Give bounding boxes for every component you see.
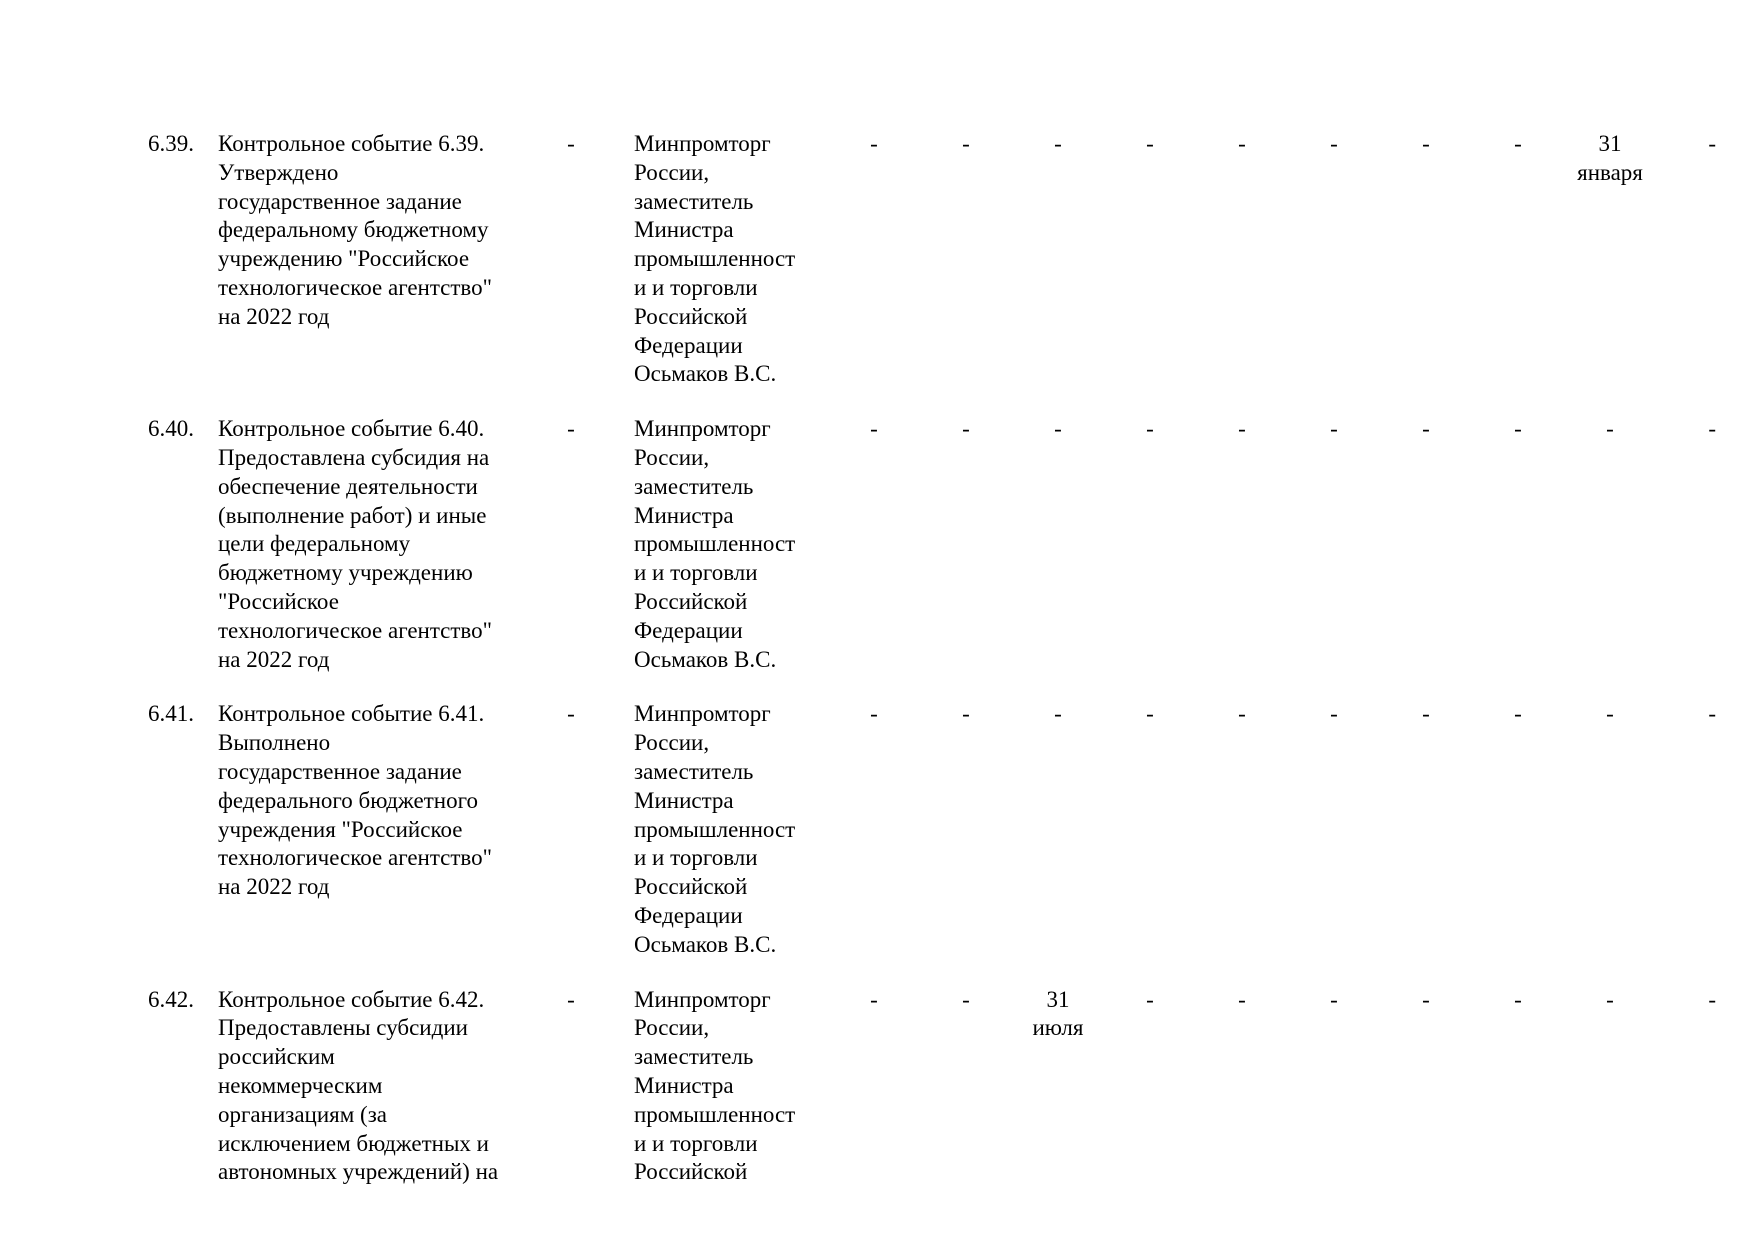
table-cell: - bbox=[1054, 416, 1062, 442]
table-cell: - bbox=[1238, 701, 1246, 727]
event-description: Контрольное событие 6.39. Утверждено государственное задание федеральному бюджетному учреждению "Российское технологическое агентство" на 2022 год bbox=[218, 131, 493, 329]
row-number: 6.40. bbox=[148, 416, 194, 442]
table-cell: - bbox=[1238, 131, 1246, 156]
table-cell: - bbox=[1146, 416, 1154, 442]
table-cell: - bbox=[1054, 701, 1062, 727]
table-cell: - bbox=[1514, 701, 1522, 727]
table-cell: - bbox=[962, 131, 970, 156]
table-cell: - bbox=[1606, 986, 1614, 1012]
row-number: 6.42. bbox=[148, 986, 194, 1012]
table-cell: - bbox=[870, 416, 878, 442]
table-cell: - bbox=[1238, 416, 1246, 442]
table-cell: - bbox=[1330, 986, 1338, 1012]
table-cell: - bbox=[1146, 986, 1154, 1012]
table-cell: - bbox=[962, 701, 970, 727]
table-cell: - bbox=[1708, 416, 1716, 442]
table-cell: - bbox=[1238, 986, 1246, 1012]
table-row bbox=[148, 700, 1716, 985]
table-cell: - bbox=[1606, 701, 1614, 727]
table-row bbox=[148, 415, 1716, 700]
table-cell: - bbox=[1514, 131, 1522, 156]
table-cell: - bbox=[1708, 701, 1716, 727]
responsible-executor: Минпромторг России, заместитель Министра промышленност и и торговли Российской Федерации Осьмаков В.С. bbox=[634, 131, 796, 387]
control-events-table bbox=[148, 130, 1716, 1187]
table-cell: - bbox=[962, 416, 970, 442]
responsible-executor: Минпромторг России, заместитель Министра промышленност и и торговли Российской Федерации Осьмаков В.С. bbox=[634, 701, 796, 957]
table-cell: - bbox=[1606, 416, 1614, 442]
table-row bbox=[148, 130, 1716, 415]
table-cell: - bbox=[1330, 416, 1338, 442]
table-cell: - bbox=[870, 701, 878, 727]
table-row bbox=[148, 986, 1716, 1188]
table-cell: - bbox=[567, 416, 575, 442]
table-cell: - bbox=[567, 701, 575, 727]
table-cell: - bbox=[1422, 986, 1430, 1012]
table-cell: - bbox=[1708, 986, 1716, 1012]
table-cell: - bbox=[1422, 701, 1430, 727]
table-cell: - bbox=[1146, 701, 1154, 727]
table-cell: - bbox=[1054, 131, 1062, 156]
table-cell: - bbox=[567, 986, 575, 1012]
row-number: 6.41. bbox=[148, 701, 194, 727]
responsible-executor: Минпромторг России, заместитель Министра промышленност и и торговли Российской bbox=[634, 986, 796, 1185]
table-cell: - bbox=[1514, 986, 1522, 1012]
event-description: Контрольное событие 6.40. Предоставлена субсидия на обеспечение деятельности (выполнение работ) и иные цели федеральному бюджетному учреждению "Российское технологическое агентство" на 2022 год bbox=[218, 416, 493, 672]
event-description: Контрольное событие 6.42. Предоставлены субсидии российским некоммерческим организациям (за исключением бюджетных и автономных учреждений) на bbox=[218, 986, 499, 1185]
row-number: 6.39. bbox=[148, 131, 194, 156]
table-cell: - bbox=[1422, 416, 1430, 442]
table-cell: - bbox=[1330, 131, 1338, 156]
responsible-executor: Минпромторг России, заместитель Министра промышленност и и торговли Российской Федерации Осьмаков В.С. bbox=[634, 416, 796, 672]
table-cell: - bbox=[962, 986, 970, 1012]
table-cell: - bbox=[870, 131, 878, 156]
table-cell: - bbox=[1146, 131, 1154, 156]
table-cell: - bbox=[567, 131, 575, 156]
table-cell: 31 июля bbox=[1032, 986, 1084, 1041]
event-description: Контрольное событие 6.41. Выполнено государственное задание федерального бюджетного учреждения "Российское технологическое агентство" на 2022 год bbox=[218, 701, 493, 900]
table-cell: - bbox=[1330, 701, 1338, 727]
table-cell: - bbox=[1514, 416, 1522, 442]
table-cell: - bbox=[870, 986, 878, 1012]
table-cell: - bbox=[1708, 131, 1716, 156]
table-cell: - bbox=[1422, 131, 1430, 156]
table-cell: 31 января bbox=[1577, 131, 1643, 185]
